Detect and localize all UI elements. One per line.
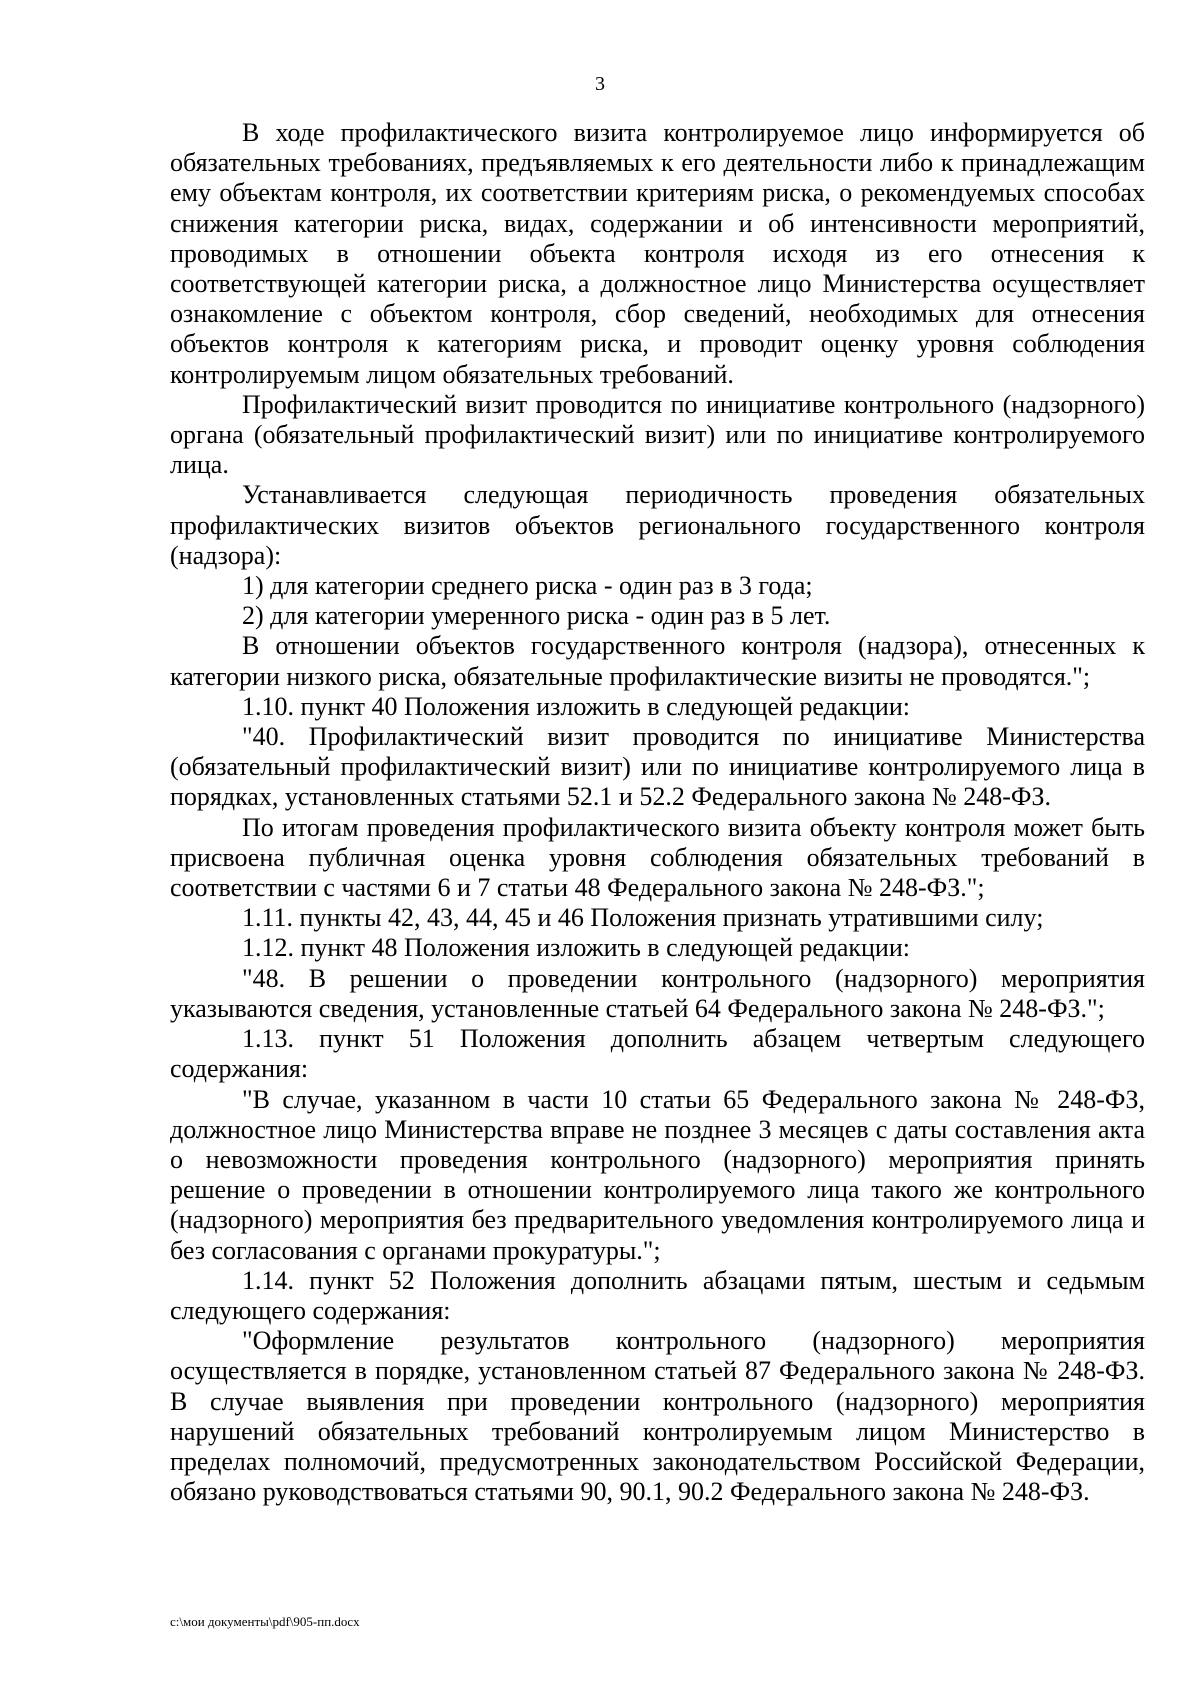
page-number: 3 bbox=[595, 73, 605, 95]
paragraph: Устанавливается следующая периодичность проведения обязательных профилактических визитов объектов регионального государственного контроля (надзора): bbox=[170, 480, 1145, 570]
paragraph: 1.10. пункт 40 Положения изложить в следующей редакции: bbox=[242, 691, 910, 721]
paragraph: 1.13. пункт 51 Положения дополнить абзацем четвертым следующего содержания: bbox=[170, 1024, 1145, 1084]
paragraph: 1.11. пункты 42, 43, 44, 45 и 46 Положения признать утратившими силу; bbox=[242, 903, 1044, 933]
paragraph: 1.12. пункт 48 Положения изложить в следующей редакции: bbox=[242, 933, 910, 963]
paragraph: "40. Профилактический визит проводится по инициативе Министерства (обязательный профилактический визит) или по инициативе контролируемого лица в порядках, установленных статьями 52.1 и 52.2 Федерального закона № 248-ФЗ. bbox=[170, 722, 1145, 812]
paragraph: В ходе профилактического визита контролируемое лицо информируется об обязательных требованиях, предъявляемых к его деятельности либо к принадлежащим ему объектам контроля, их соответствии критериям риска, о рекомендуемых способах снижения категории риска, видах, содержании и об интенсивности мероприятий, проводимых в отношении объекта контроля исходя из его отнесения к соответствующей категории риска, а должностное лицо Министерства осуществляет ознакомление с объектом контроля, сбор сведений, необходимых для отнесения объектов контроля к категориям риска, и проводит оценку уровня соблюдения контролируемым лицом обязательных требований. bbox=[170, 118, 1145, 389]
paragraph: "Оформление результатов контрольного (надзорного) мероприятия осуществляется в порядке, установленном статьей 87 Федерального закона № 248-ФЗ. В случае выявления при проведении контрольного (надзорного) мероприятия нарушений обязательных требований контролируемым лицом Министерство в пределах полномочий, предусмотренных законодательством Российской Федерации, обязано руководствоваться статьями 90, 90.1, 90.2 Федерального закона № 248-ФЗ. bbox=[170, 1326, 1145, 1507]
paragraph: 1) для категории среднего риска - один раз в 3 года; bbox=[242, 571, 813, 601]
paragraph: По итогам проведения профилактического визита объекту контроля может быть присвоена публичная оценка уровня соблюдения обязательных требований в соответствии с частями 6 и 7 статьи 48 Федерального закона № 248-ФЗ."; bbox=[170, 812, 1145, 903]
footer-file-path: c:\мои документы\pdf\905-пп.docx bbox=[170, 1614, 360, 1629]
paragraph: 1.14. пункт 52 Положения дополнить абзацами пятым, шестым и седьмым следующего содержания: bbox=[170, 1265, 1145, 1325]
document-body bbox=[170, 118, 1145, 1507]
paragraph: "В случае, указанном в части 10 статьи 65 Федерального закона № 248-ФЗ, должностное лицо Министерства вправе не позднее 3 месяцев с даты составления акта о невозможности проведения контрольного (надзорного) мероприятия принять решение о проведении в отношении контролируемого лица такого же контрольного (надзорного) мероприятия без предварительного уведомления контролируемого лица и без согласования с органами прокуратуры."; bbox=[170, 1084, 1145, 1265]
paragraph: 2) для категории умеренного риска - один раз в 5 лет. bbox=[242, 601, 831, 631]
paragraph: Профилактический визит проводится по инициативе контрольного (надзорного) органа (обязательный профилактический визит) или по инициативе контролируемого лица. bbox=[170, 389, 1145, 480]
paragraph: "48. В решении о проведении контрольного (надзорного) мероприятия указываются сведения, установленные статьей 64 Федерального закона № 248-ФЗ."; bbox=[170, 963, 1145, 1023]
paragraph: В отношении объектов государственного контроля (надзора), отнесенных к категории низкого риска, обязательные профилактические визиты не проводятся."; bbox=[170, 631, 1145, 691]
